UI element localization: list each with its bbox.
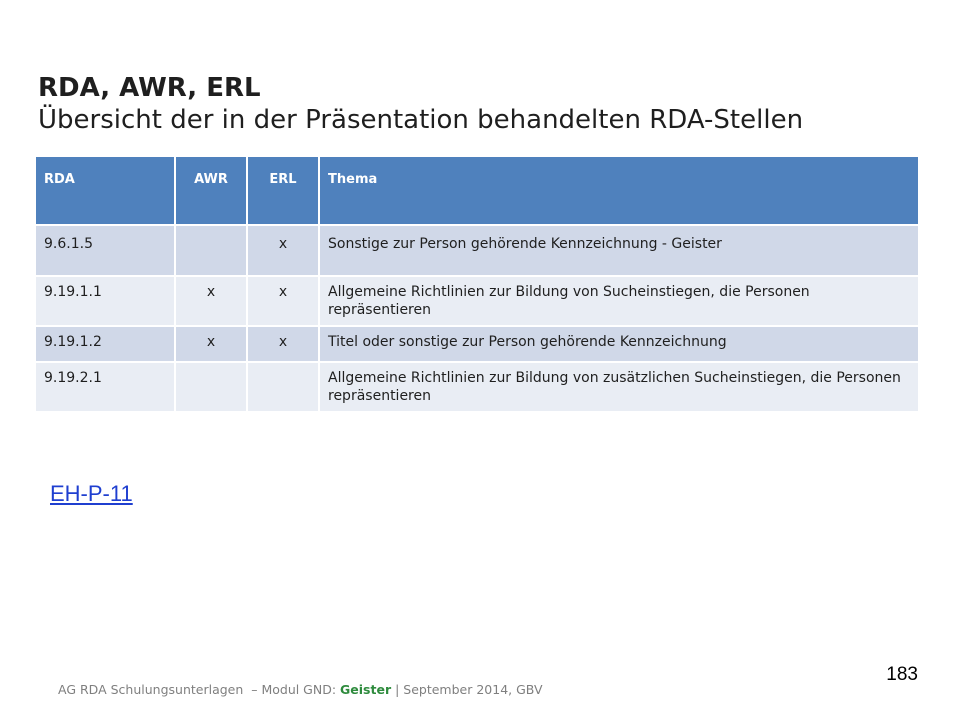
header-thema: Thema [319,156,919,225]
cell-rda: 9.19.2.1 [35,362,175,412]
cell-awr: x [175,326,247,362]
cell-rda: 9.19.1.2 [35,326,175,362]
footer [58,682,543,697]
footer-suffix: | September 2014, GBV [391,682,543,697]
table-row [35,225,919,276]
cell-thema: Sonstige zur Person gehörende Kennzeichnung - Geister [319,225,919,276]
cell-awr [175,225,247,276]
cell-erl: x [247,276,319,326]
cell-thema: Titel oder sonstige zur Person gehörende Kennzeichnung [319,326,919,362]
header-rda: RDA [35,156,175,225]
table-row [35,276,919,326]
cell-thema: Allgemeine Richtlinien zur Bildung von zusätzlichen Sucheinstiegen, die Personen repräsentieren [319,362,919,412]
cell-erl: x [247,225,319,276]
cell-erl [247,362,319,412]
header-awr: AWR [175,156,247,225]
page-number: 183 [886,664,918,685]
cell-awr: x [175,276,247,326]
cell-awr [175,362,247,412]
eh-p-11-link[interactable]: EH-P-11 [50,481,133,506]
table-row [35,326,919,362]
cell-rda: 9.6.1.5 [35,225,175,276]
footer-prefix: AG RDA Schulungsunterlagen – Modul GND: [58,682,341,697]
cell-thema: Allgemeine Richtlinien zur Bildung von Sucheinstiegen, die Personen repräsentieren [319,276,919,326]
rda-table [34,155,920,413]
title-subtitle: Übersicht der in der Präsentation behandelten RDA-Stellen [38,105,804,135]
footer-accent: Geister [340,682,392,697]
slide-title [38,72,918,136]
title-main: RDA, AWR, ERL [38,73,261,103]
table-header-row [35,156,919,225]
table-row [35,362,919,412]
header-erl: ERL [247,156,319,225]
cell-erl: x [247,326,319,362]
cell-rda: 9.19.1.1 [35,276,175,326]
